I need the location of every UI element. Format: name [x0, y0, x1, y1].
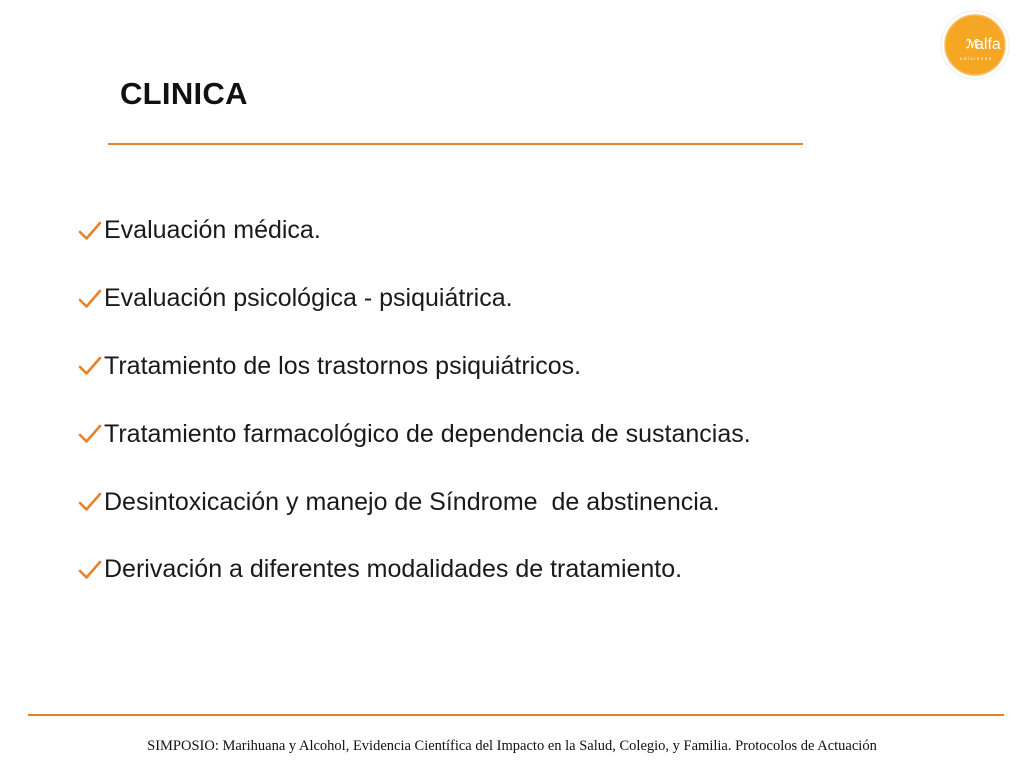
bullet-text: Evaluación médica.: [104, 216, 321, 245]
check-icon: [78, 287, 102, 311]
check-icon: [78, 354, 102, 378]
check-icon: [78, 219, 102, 243]
bullet-text: Derivación a diferentes modalidades de tratamiento.: [104, 555, 683, 584]
bullet-list: [78, 197, 751, 604]
bullet-text: Tratamiento de los trastornos psiquiátricos.: [104, 351, 582, 380]
logo-text: alfa: [975, 36, 1001, 53]
check-icon: [78, 490, 102, 514]
title-divider: [108, 143, 803, 145]
svg-text:ℳ: ℳ: [966, 37, 979, 51]
check-icon: [78, 422, 102, 446]
list-item: [78, 265, 751, 333]
logo-subtext: ediciones: [960, 56, 993, 61]
list-item: [78, 400, 751, 468]
list-item: [78, 468, 751, 536]
bullet-text: Evaluación psicológica - psiquiátrica.: [104, 284, 513, 313]
alfa-logo-icon: [940, 10, 1010, 80]
bullet-text: Desintoxicación y manejo de Síndrome de abstinencia.: [104, 487, 720, 516]
list-item: [78, 197, 751, 265]
bullet-text: Tratamiento farmacológico de dependencia de sustancias.: [104, 419, 751, 448]
footer-divider: [28, 714, 1004, 716]
slide-title: CLINICA: [120, 76, 248, 111]
check-icon: [78, 558, 102, 582]
footer-caption: SIMPOSIO: Marihuana y Alcohol, Evidencia Científica del Impacto en la Salud, Colegio, y Familia. Protocolos de Actuación: [147, 738, 877, 754]
list-item: [78, 536, 751, 604]
list-item: [78, 333, 751, 401]
